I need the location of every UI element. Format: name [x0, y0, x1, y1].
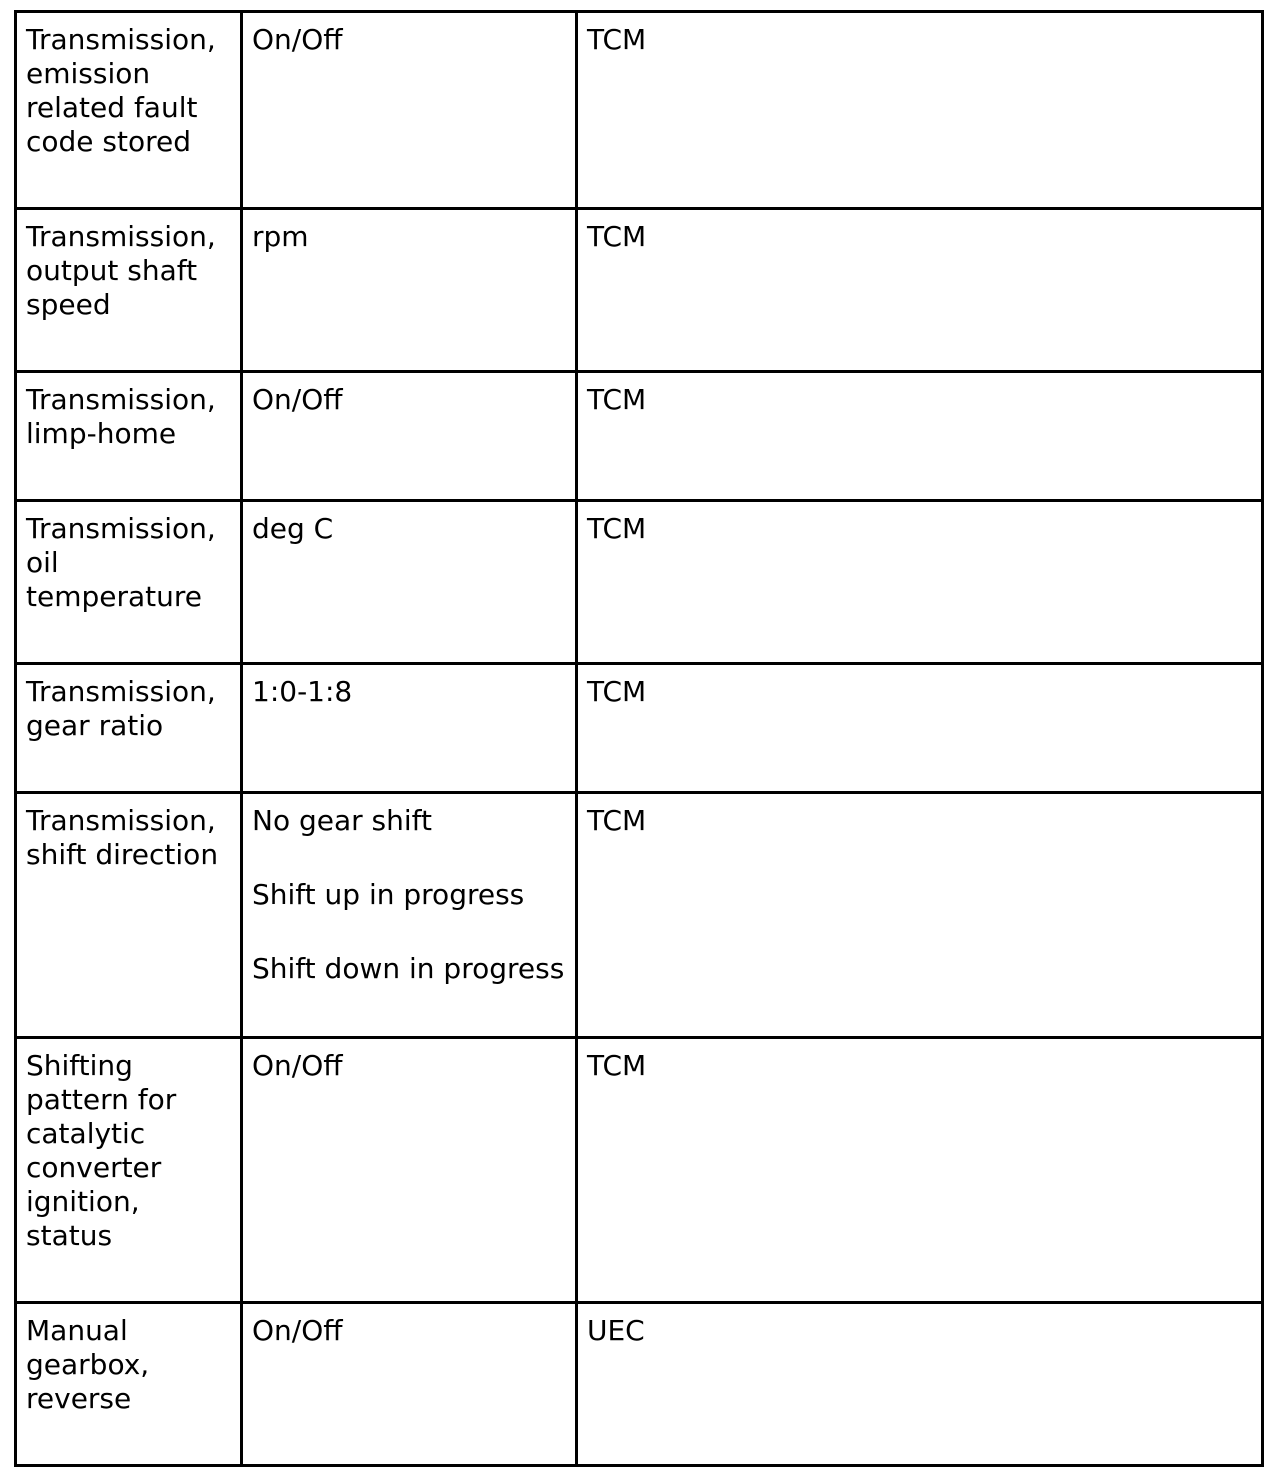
- signal-name-cell: Transmission, limp-home: [16, 372, 242, 501]
- value-text: On/Off: [252, 23, 343, 56]
- signal-name-cell: Transmission, output shaft speed: [16, 209, 242, 372]
- table-row: [16, 209, 1263, 372]
- value-text: On/Off: [252, 1049, 343, 1082]
- source-cell: TCM: [577, 372, 1263, 501]
- value-cell: [242, 12, 577, 209]
- signal-name-cell: Transmission, gear ratio: [16, 664, 242, 793]
- source-cell: TCM: [577, 209, 1263, 372]
- signal-name-cell: Transmission, emission related fault code stored: [16, 12, 242, 209]
- source-cell: TCM: [577, 1038, 1263, 1303]
- signal-table: [14, 10, 1264, 1467]
- value-cell: [242, 664, 577, 793]
- signal-name-cell: Shifting pattern for catalytic converter ignition, status: [16, 1038, 242, 1303]
- value-text: 1:0-1:8: [252, 675, 353, 708]
- source-cell: TCM: [577, 501, 1263, 664]
- table-row: [16, 372, 1263, 501]
- value-text: Shift down in progress: [252, 952, 565, 985]
- source-cell: TCM: [577, 12, 1263, 209]
- value-text: On/Off: [252, 1314, 343, 1347]
- source-cell: TCM: [577, 793, 1263, 1038]
- table-row: [16, 793, 1263, 1038]
- value-text: Shift up in progress: [252, 878, 525, 911]
- table-row: [16, 664, 1263, 793]
- value-text: rpm: [252, 220, 309, 253]
- table-row: [16, 1303, 1263, 1466]
- source-cell: TCM: [577, 664, 1263, 793]
- value-cell: [242, 209, 577, 372]
- signal-name-cell: Transmission, shift direction: [16, 793, 242, 1038]
- signal-name-cell: Manual gearbox, reverse: [16, 1303, 242, 1466]
- table-row: [16, 501, 1263, 664]
- value-text: On/Off: [252, 383, 343, 416]
- table-row: [16, 1038, 1263, 1303]
- value-cell: [242, 501, 577, 664]
- value-cell: [242, 1038, 577, 1303]
- value-text: deg C: [252, 512, 334, 545]
- source-cell: UEC: [577, 1303, 1263, 1466]
- value-text: No gear shift: [252, 804, 433, 837]
- value-cell: [242, 1303, 577, 1466]
- value-cell: [242, 793, 577, 1038]
- signal-name-cell: Transmission, oil temperature: [16, 501, 242, 664]
- value-cell: [242, 372, 577, 501]
- table-row: [16, 12, 1263, 209]
